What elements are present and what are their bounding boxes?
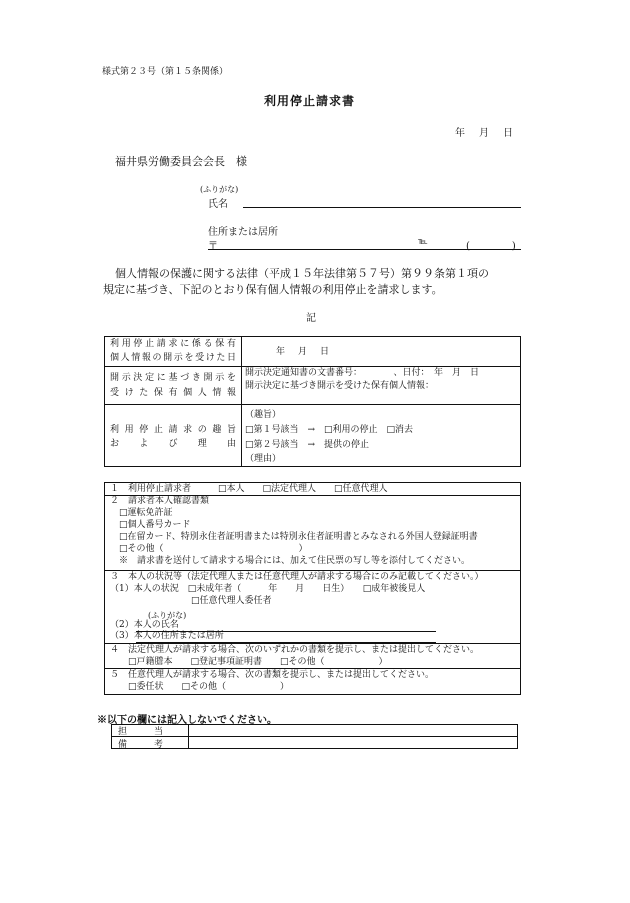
name-label: 氏名 [208,199,228,210]
office-row-1-label: 担 当 [118,727,164,737]
ki-label: 記 [306,313,316,324]
row3-value-3: □第２号該当 → 提供の停止 [245,440,370,450]
row3-label-1: 利用停止請求の趣旨 [110,425,236,435]
row2-value-1: 開示決定通知書の文書番号： 、日付： 年 月 日 [245,368,480,378]
section-5-line: ５ 任意代理人が請求する場合、次の書類を提示し、または提出してください。 [110,670,435,680]
name-line [243,207,521,208]
section-1-line: １ 利用停止請求者 □本人 □法定代理人 □任意代理人 [110,484,388,494]
section-2-line: ２ 請求者本人確認書類 [110,496,210,506]
postal-mark: 〒 [208,241,218,252]
section-4-line: ４ 法定代理人が請求する場合、次のいずれかの書類を提示し、または提出してください。 [110,645,480,655]
row3-value-2: □第１号該当 → □利用の停止 □消去 [245,425,414,435]
tel-parens: ( ) [466,241,519,252]
principal-name-line: （2）本人の氏名 [110,620,179,630]
applicant-furigana: (ふりがな) [200,185,239,194]
row3-label-2: および理由 [110,439,236,449]
date-line: 年 月 日 [455,128,515,139]
office-row-2-label: 備 考 [118,740,164,750]
principal-status: （1）本人の状況 □未成年者（ 年 月 日生） □成年被後見人 [110,584,426,594]
section-5-docs: □委任状 □その他（ ） [110,682,290,692]
principal-furigana: (ふりがな) [148,611,187,620]
doc-residence: □在留カード、特別永住者証明書または特別永住者証明書とみなされる外国人登録証明書 [110,532,478,542]
address-line [208,249,521,250]
principal-address-line: （3）本人の住所または居所 [110,631,224,641]
row1-label-2: 個人情報の開示を受けた日 [110,353,236,363]
row3-value-4: （理由） [245,454,282,464]
row2-label-2: 受けた保有個人情報 [110,388,236,398]
body-line-2: 規定に基づき、下記のとおり保有個人情報の利用停止を請求します。 [103,283,443,296]
address-label: 住所または居所 [208,227,278,238]
doc-other: □その他（ ） [110,544,308,554]
doc-license: □運転免許証 [110,508,173,518]
doc-mynumber: □個人番号カード [110,520,191,530]
row3-value-1: （趣旨） [245,410,282,420]
body-line-1: 個人情報の保護に関する法律（平成１５年法律第５７号）第９９条第１項の [115,267,489,280]
form-number: 様式第２３号（第１５条関係） [102,67,229,77]
footer-note: ※以下の欄には記入しないでください。 [97,715,277,726]
doc-note: ※ 請求書を送付して請求する場合には、加えて住民票の写し等を添付してください。 [110,556,471,566]
section-4-docs: □戸籍謄本 □登記事項証明書 □その他（ ） [110,657,388,667]
section-3-line: ３ 本人の状況等（法定代理人または任意代理人が請求する場合にのみ記載してください。） [110,572,484,582]
page-title: 利用停止請求書 [264,94,356,108]
row1-label-1: 利用停止請求に係る保有 [110,339,236,349]
principal-delegator: □任意代理人委任者 [110,596,272,606]
row2-value-2: 開示決定に基づき開示を受けた保有個人情報： [245,381,435,391]
tel-label: ℡ [418,237,428,247]
row2-label-1: 開示決定に基づき開示を [110,373,236,383]
addressee: 福井県労働委員会会長 様 [115,155,247,168]
row1-value: 年 月 日 [276,347,332,357]
